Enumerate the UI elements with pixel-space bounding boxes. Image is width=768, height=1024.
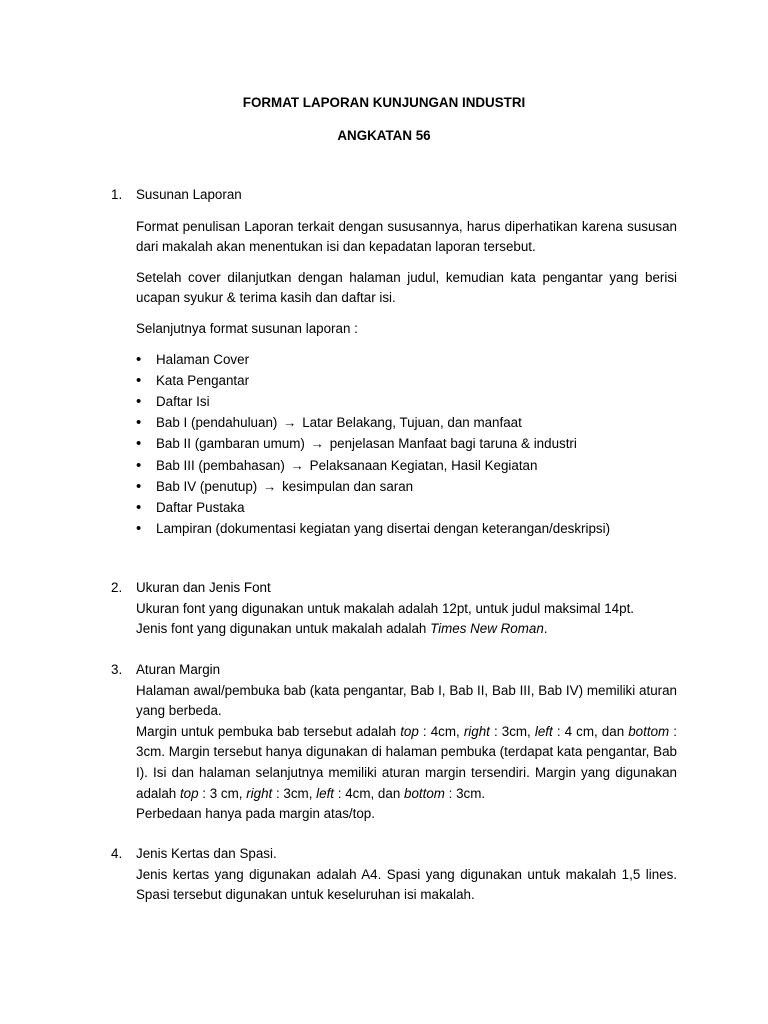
list-item: • Bab IV (penutup) → kesimpulan dan saran (136, 476, 677, 497)
section-heading: Susunan Laporan (136, 187, 242, 202)
paragraph: Format penulisan Laporan terkait dengan sususannya, harus diperhatikan karena sususan dari makalah akan menentukan isi dan kepadatan laporan tersebut. (136, 218, 677, 255)
arrow-right-icon: → (262, 478, 277, 494)
section-heading: Ukuran dan Jenis Font (136, 580, 271, 595)
paragraph: Setelah cover dilanjutkan dengan halaman judul, kemudian kata pengantar yang berisi ucapan syukur & terima kasih dan daftar isi. (136, 269, 677, 306)
list-item: • Lampiran (dokumentasi kegiatan yang disertai dengan keterangan/deskripsi) (136, 518, 677, 539)
section-number: 2. (111, 580, 123, 595)
section-heading: Aturan Margin (136, 662, 221, 677)
paragraph: Ukuran font yang digunakan untuk makalah adalah 12pt, untuk judul maksimal 14pt. (136, 600, 635, 616)
document-subtitle: ANGKATAN 56 (337, 128, 431, 143)
list-item: • Daftar Isi (136, 391, 677, 412)
section-heading: Jenis Kertas dan Spasi. (136, 846, 277, 861)
paragraph: Jenis font yang digunakan untuk makalah adalah Times New Roman. (136, 621, 548, 637)
arrow-right-icon: → (283, 415, 297, 431)
paragraph: Margin untuk pembuka bab tersebut adalah top : 4cm, right : 3cm, left : 4 cm, dan bottom : 3cm. Margin tersebut hanya digunakan di halaman pembuka (terdapat kata pengantar, Bab I). Isi dan halaman selanjutnya memiliki aturan margin tersendiri. Margin yang digunakan adalah top : 3 cm, right : 3cm, left : 4cm, dan bottom : 3cm. (136, 723, 677, 801)
document-title: FORMAT LAPORAN KUNJUNGAN INDUSTRI (242, 95, 526, 110)
section-number: 4. (111, 846, 123, 861)
list-item: • Bab I (pendahuluan) → Latar Belakang, Tujuan, dan manfaat (136, 412, 677, 433)
list-item: • Daftar Pustaka (136, 497, 677, 518)
section-number: 3. (111, 662, 123, 677)
arrow-right-icon: → (310, 436, 324, 452)
list-item: • Bab III (pembahasan) → Pelaksanaan Kegiatan, Hasil Kegiatan (136, 455, 677, 476)
paragraph: Halaman awal/pembuka bab (kata pengantar, Bab I, Bab II, Bab III, Bab IV) memiliki aturan yang berbeda. (136, 682, 677, 719)
list-item: • Kata Pengantar (136, 370, 677, 391)
paragraph: Jenis kertas yang digunakan adalah A4. Spasi yang digunakan untuk makalah 1,5 lines. Spasi tersebut digunakan untuk keseluruhan isi makalah. (136, 866, 677, 903)
paragraph: Selanjutnya format susunan laporan : (136, 320, 358, 336)
list-item: • Halaman Cover (136, 349, 677, 370)
section-number: 1. (111, 187, 123, 202)
paragraph: Perbedaan hanya pada margin atas/top. (136, 806, 375, 822)
bullet-list (136, 349, 677, 540)
arrow-right-icon: → (290, 457, 304, 473)
list-item: • Bab II (gambaran umum) → penjelasan Manfaat bagi taruna & industri (136, 433, 677, 454)
